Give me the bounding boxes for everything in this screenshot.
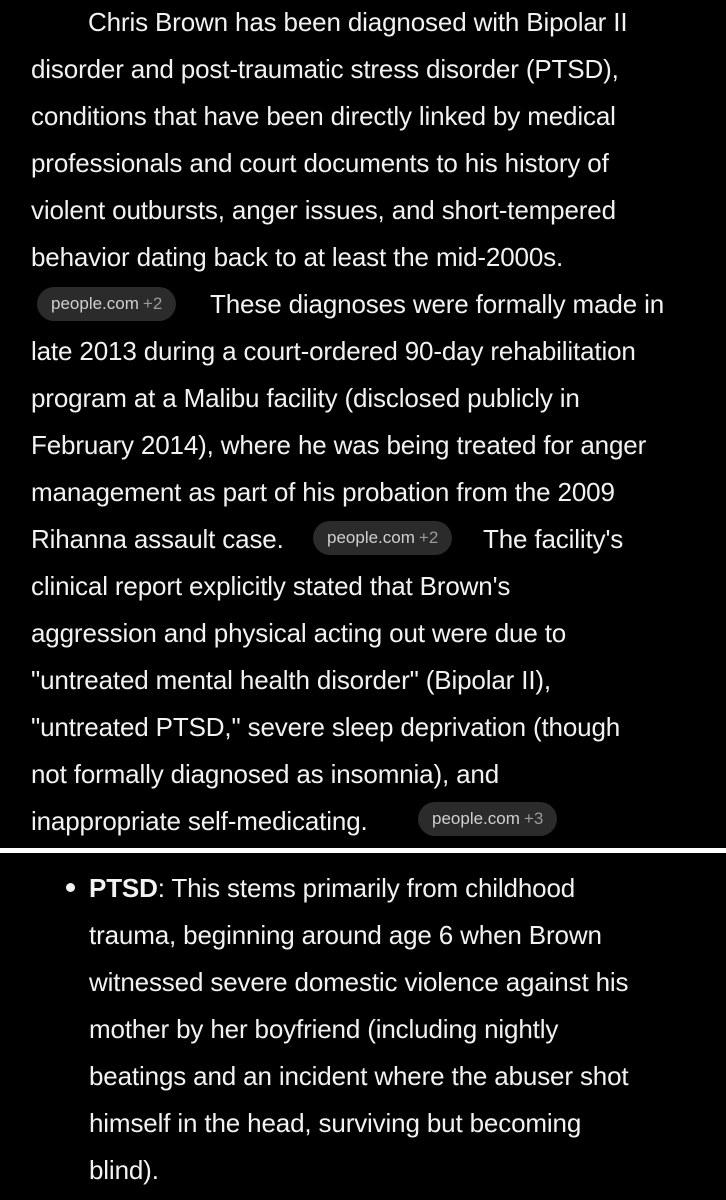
citation-chip-3[interactable] [418,802,557,836]
bullet-line-4: mother by her boyfriend (including nightly [89,1014,559,1044]
paragraph-line-11: management as part of his probation from the 2009 [31,477,615,507]
bullet-line-7: blind). [89,1155,159,1185]
bullet-line-1-text: : This stems primarily from childhood [157,873,576,903]
citation-count: +2 [418,528,439,547]
paragraph-line-3: conditions that have been directly linked by medical [31,101,616,131]
paragraph-line-14: clinical report explicitly stated that Brown's [31,571,511,601]
paragraph-line-13: The facility's [483,524,624,554]
paragraph-line-5: violent outbursts, anger issues, and short-tempered [31,195,616,225]
paragraph-line-2: disorder and post-traumatic stress disorder (PTSD), [31,54,619,84]
citation-source: people.com [327,528,415,547]
paragraph-line-17: "untreated PTSD," severe sleep deprivation (though [31,712,621,742]
paragraph-line-15: aggression and physical acting out were due to [31,618,567,648]
bullet-term: PTSD [89,873,158,903]
citation-count: +2 [142,294,163,313]
bullet-line-2: trauma, beginning around age 6 when Brown [89,920,602,950]
paragraph-line-9: program at a Malibu facility (disclosed publicly in [31,383,580,413]
citation-source: people.com [51,294,139,313]
paragraph-line-8: late 2013 during a court-ordered 90-day rehabilitation [31,336,636,366]
citation-count: +3 [523,809,544,828]
paragraph-line-18: not formally diagnosed as insomnia), and [31,759,500,789]
paragraph-line-7: These diagnoses were formally made in [210,289,665,319]
bullet-line-6: himself in the head, surviving but becoming [89,1108,582,1138]
paragraph-line-10: February 2014), where he was being treated for anger [31,430,647,460]
paragraph-line-16: "untreated mental health disorder" (Bipolar II), [31,665,551,695]
paragraph-line-6: behavior dating back to at least the mid-2000s. [31,242,564,272]
bullet-line-3: witnessed severe domestic violence against his [89,967,629,997]
paragraph-line-19: inappropriate self-medicating. [31,806,368,836]
paragraph-line-4: professionals and court documents to his history of [31,148,609,178]
citation-source: people.com [432,809,520,828]
bullet-dot [66,883,75,892]
paragraph-line-12: Rihanna assault case. [31,524,284,554]
paragraph-line-1: Chris Brown has been diagnosed with Bipolar II [88,7,628,37]
bullet-line-5: beatings and an incident where the abuser shot [89,1061,629,1091]
citation-chip-2[interactable] [313,521,452,555]
citation-chip-1[interactable] [37,287,176,321]
bullet-line-1 [89,872,575,904]
